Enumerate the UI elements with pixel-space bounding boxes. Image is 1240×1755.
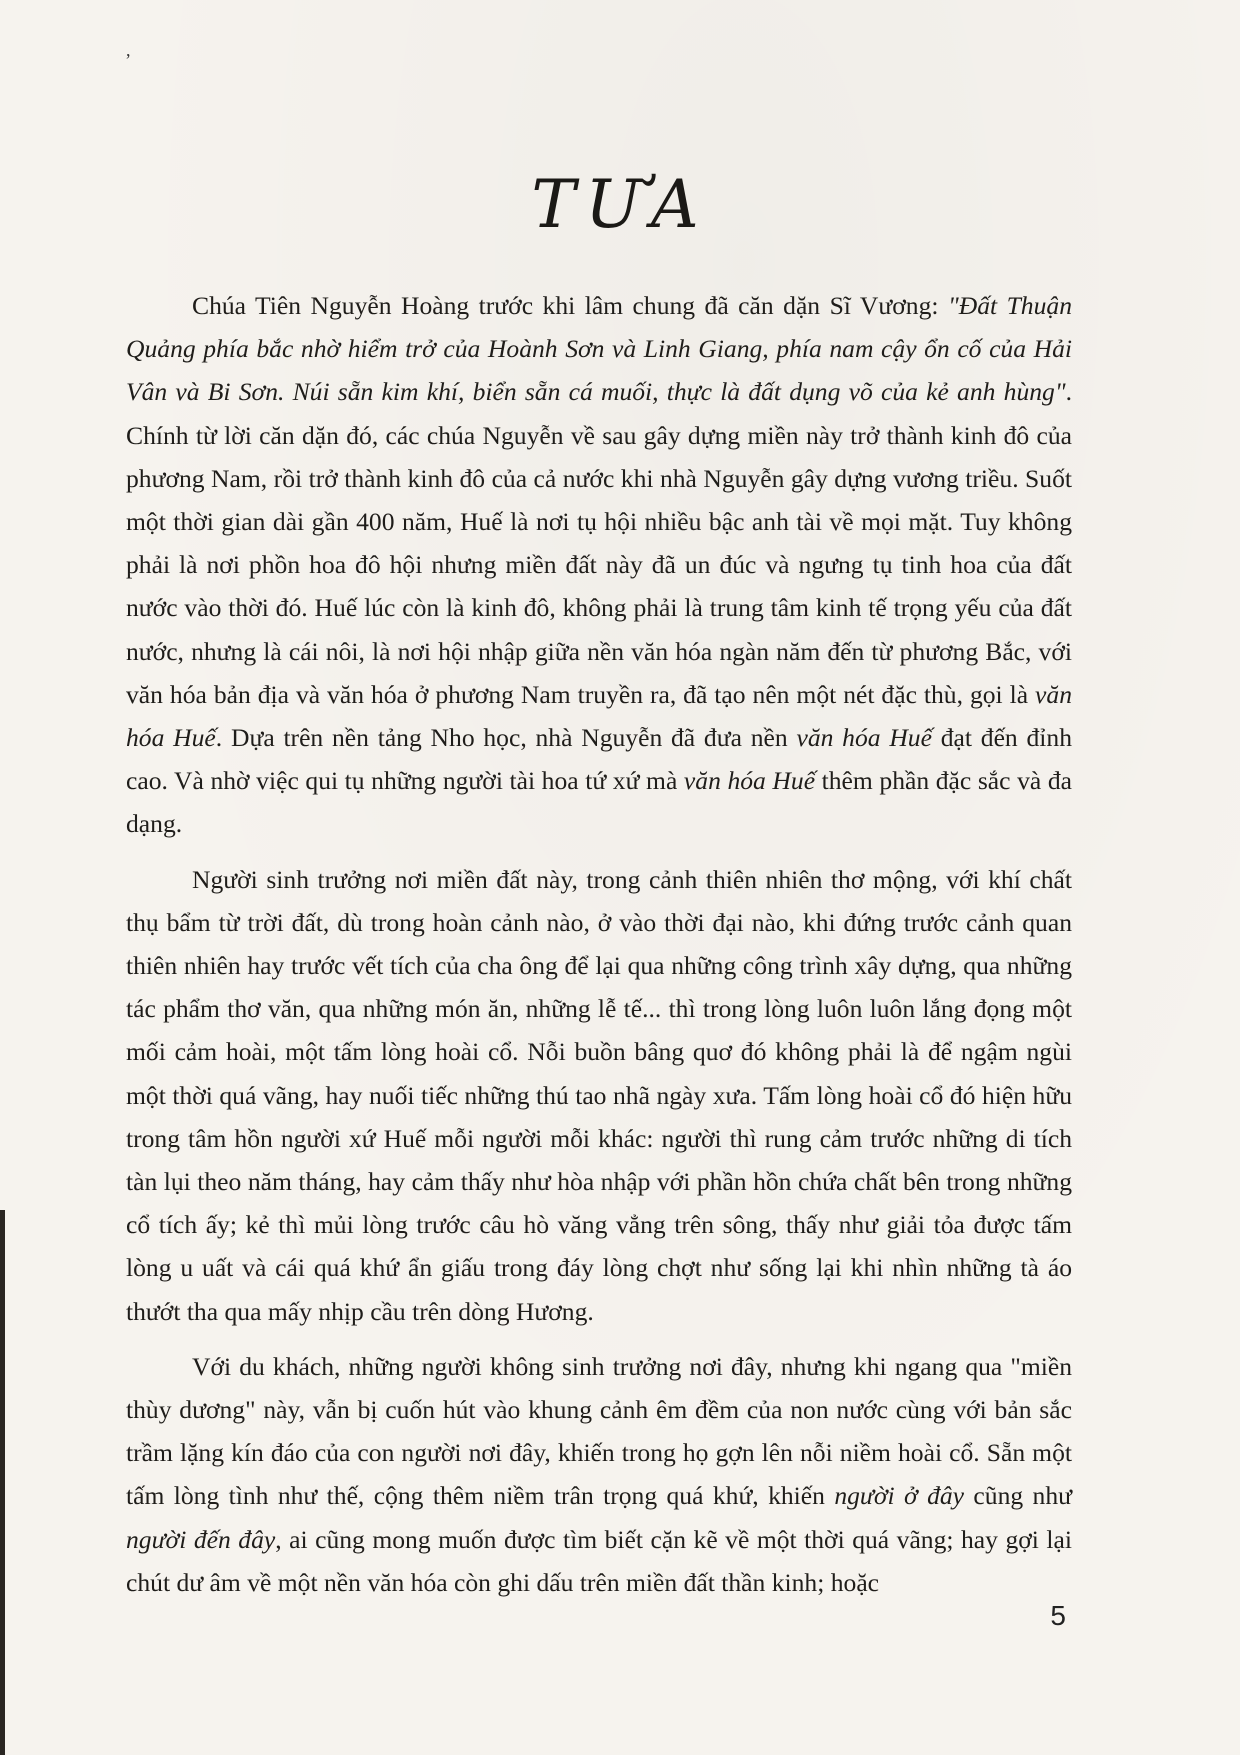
page-edge-shadow (0, 1210, 5, 1755)
text-run: Người sinh trưởng nơi miền đất này, trong cảnh thiên nhiên thơ mộng, với khí chất thụ bẩm từ trời đất, dù trong hoàn cảnh nào, ở vào thời đại nào, khi đứng trước cảnh quan thiên nhiên hay trước vết tích của cha ông để lại qua những công trình xây dựng, qua những tác phẩm thơ văn, qua những món ăn, những lễ tế... thì trong lòng luôn luôn lắng đọng một mối cảm hoài, một tấm lòng hoài cổ. Nỗi buồn bâng quơ đó không phải là để ngậm ngùi một thời quá vãng, hay nuối tiếc những thú tao nhã ngày xưa. Tấm lòng hoài cổ đó hiện hữu trong tâm hồn người xứ Huế mỗi người mỗi khác: người thì rung cảm trước những di tích tàn lụi theo năm tháng, hay cảm thấy như hòa nhập với phần hồn chứa chất bên trong những cổ tích ấy; kẻ thì mủi lòng trước câu hò văng vẳng trên sông, thấy như giải tỏa được tấm lòng u uất và cái quá khứ ẩn giấu trong đáy lòng chợt như sống lại khi nhìn những tà áo thướt tha qua mấy nhịp cầu trên dòng Hương. (126, 864, 1072, 1326)
italic-text-run: văn hóa Huế (683, 766, 816, 796)
text-run: cũng như (964, 1481, 1073, 1511)
text-run: thêm phần đặc sắc và đa dạng. (126, 766, 1073, 839)
italic-text-run: văn hóa Huế (796, 723, 932, 753)
text-run: . Chính từ lời căn dặn đó, các chúa Nguyễn về sau gây dựng miền này trở thành kinh đô của phương Nam, rồi trở thành kinh đô của cả nước khi nhà Nguyễn gây dựng vương triều. Suốt một thời gian dài gần 400 năm, Huế là nơi tụ hội nhiều bậc anh tài về mọi mặt. Tuy không phải là nơi phồn hoa đô hội nhưng miền đất này đã un đúc và ngưng tụ tinh hoa của đất nước vào thời đó. Huế lúc còn là kinh đô, không phải là trung tâm kinh tế trọng yếu của đất nước, nhưng là cái nôi, là nơi hội nhập giữa nền văn hóa ngàn năm đến từ phương Bắc, với văn hóa bản địa và văn hóa ở phương Nam truyền ra, đã tạo nên một nét đặc thù, gọi là (126, 377, 1072, 709)
italic-text-run: người ở đây (834, 1481, 965, 1511)
text-run: đạt đến đỉnh cao. Và nhờ việc qui tụ những người tài hoa tứ xứ mà (126, 723, 1072, 796)
preface-body (126, 284, 1072, 1616)
italic-text-run: "Đất Thuận Quảng phía bắc nhờ hiểm trở của Hoành Sơn và Linh Giang, phía nam cậy ổn cố của Hải Vân và Bi Sơn. Núi sẵn kim khí, biển sẵn cá muối, thực là đất dụng võ của kẻ anh hùng" (126, 291, 1072, 407)
text-run: , ai cũng mong muốn được tìm biết cặn kẽ về một thời quá vãng; hay gợi lại chút dư âm về một nền văn hóa còn ghi dấu trên miền đất thần kinh; hoặc (126, 1524, 1072, 1597)
italic-text-run: người đến đây (126, 1524, 276, 1554)
body-paragraph (126, 1345, 1072, 1604)
page-title: TƯA (531, 166, 709, 243)
page-number: 5 (1050, 1600, 1066, 1631)
body-paragraph (126, 284, 1072, 846)
text-run: Với du khách, những người không sinh trưởng nơi đây, nhưng khi ngang qua "miền thùy dương" này, vẫn bị cuốn hút vào khung cảnh êm đềm của non nước cùng với bản sắc trầm lặng kín đáo của con người nơi đây, khiến trong họ gợn lên nỗi niềm hoài cổ. Sẵn một tấm lòng tình như thế, cộng thêm niềm trân trọng quá khứ, khiến (126, 1351, 1072, 1511)
italic-text-run: văn hóa Huế (126, 679, 1072, 753)
text-run: Chúa Tiên Nguyễn Hoàng trước khi lâm chung đã căn dặn Sĩ Vương: (192, 291, 948, 320)
corner-mark: , (126, 40, 131, 60)
text-run: . Dựa trên nền tảng Nho học, nhà Nguyễn đã đưa nền (215, 723, 797, 753)
body-paragraph (126, 858, 1072, 1333)
